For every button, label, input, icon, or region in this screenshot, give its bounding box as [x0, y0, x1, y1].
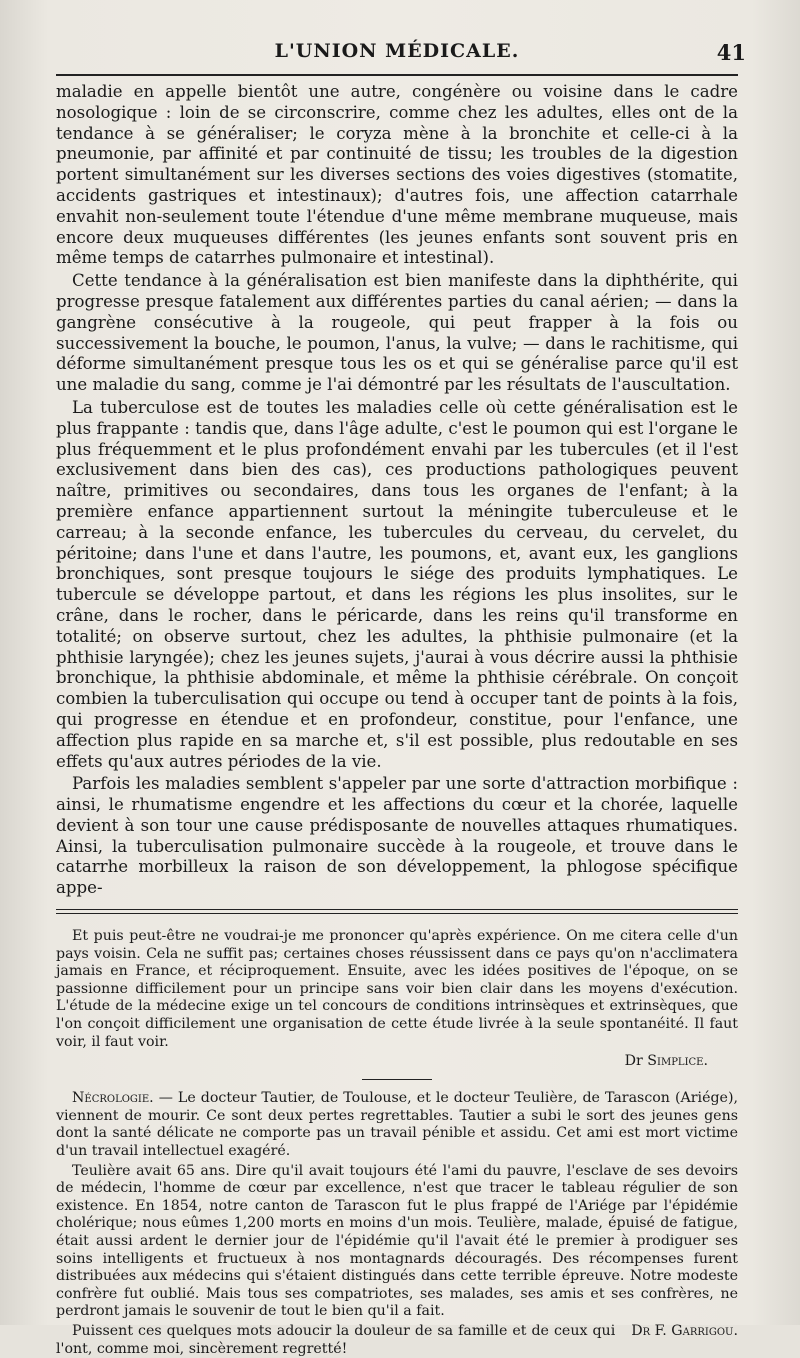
paragraph: La tuberculose est de toutes les maladies celle où cette généralisation est le plus frappante : tandis que, dans l'âge adulte, c'est le poumon qui est l'organe le plus fréquemment et le plus profondément envahi par les tubercules (et il l'est exclusivement dans bien des cas), ces productions pathologiques peuvent naître, primitives ou secondaires, dans tous les organes de l'enfant; à la première enfance appartiennent surtout la méningite tuberculeuse et le carreau; à la seconde enfance, les tubercules du cerveau, du cervelet, du péritoine; dans l'une et dans l'autre, les poumons, et, avant eux, les ganglions bronchiques, sont presque toujours le siége des produits lymphatiques. Le tubercule se développe partout, et dans les régions les plus insolites, sur le crâne, dans le rocher, dans le péricarde, dans les reins qu'il transforme en totalité; on observe surtout, chez les adultes, la phthisie pulmonaire (et la phthisie laryngée); chez les jeunes sujets, j'aurai à vous décrire aussi la phthisie bronchique, la phthisie abdominale, et même la phthisie cérébrale. On conçoit combien la tuberculisation qui occupe ou tend à occuper tant de points à la fois, qui progresse en étendue et en profondeur, constitue, pour l'enfance, une affection plus rapide en sa marche et, s'il est possible, plus redoutable en ses effets qu'aux autres périodes de la vie.: [56, 397, 738, 771]
necrology-paragraph: [56, 1323, 738, 1358]
section-divider: [56, 909, 738, 914]
paragraph: Cette tendance à la généralisation est bien manifeste dans la diphthérite, qui progresse presque fatalement aux différentes parties du canal aérien; — dans la gangrène consécutive à la rougeole, qui peut frapper à la fois ou successivement la bouche, le poumon, l'anus, la vulve; — dans le rachitisme, qui déforme simultanément presque tous les os et qui se généralise parce qu'il est une maladie du sang, comme je l'ai démontré par les résultats de l'auscultation.: [56, 271, 738, 395]
necrology-paragraph: Teulière avait 65 ans. Dire qu'il avait toujours été l'ami du pauvre, l'esclave de ses devoirs de médecin, l'homme de cœur par excellence, n'est que tracer le tableau régulier de son existence. En 1854, notre canton de Tarascon fut le plus frappé de l'Ariége par l'épidémie cholérique; nous eûmes 1,200 morts en moins d'un mois. Teulière, malade, épuisé de fatigue, était aussi ardent le dernier jour de l'épidémie qu'il l'avait été le premier à prodiguer ses soins intelligents et fructueux à nos montagnards découragés. Des récompenses furent distribuées aux médecins qui s'étaient distingués dans cette terrible épreuve. Notre modeste confrère fut oublié. Mais tous ses compatriotes, ses malades, ses amis et ses confrères, ne perdront jamais le souvenir de tout le bien qu'il a fait.: [56, 1162, 738, 1320]
necrology-paragraph: [56, 1090, 738, 1160]
note-signature: [56, 1053, 708, 1069]
necrology-text: — Le docteur Tautier, de Toulouse, et le docteur Teulière, de Tarascon (Ariége), viennent de mourir. Ce sont deux pertes regrettables. Tautier a subi le sort des jeunes gens dont la santé délicate ne comporte pas un travail pénible et assidu. Cet ami est mort victime d'un travail intellectuel exagéré.: [56, 1090, 738, 1160]
paragraph: Parfois les maladies semblent s'appeler par une sorte d'attraction morbifique : ainsi, le rhumatisme engendre et les affections du cœur et la chorée, laquelle devient à son tour une cause prédisposante de nouvelles attaques rhumatiques. Ainsi, la tuberculisation pulmonaire succède à la rougeole, et trouve dans le catarrhe morbilleux la raison de son développement, la phlogose spécifique appe-: [56, 774, 738, 898]
main-text: [56, 82, 738, 899]
paragraph: maladie en appelle bientôt une autre, congénère ou voisine dans le cadre nosologique : loin de se circonscrire, comme chez les adultes, elles ont de la tendance à se généraliser; le coryza mène à la bronchite et celle-ci à la pneumonie, par affinité et par continuité de tissu; les troubles de la digestion portent simultanément sur les diverses sections des voies digestives (stomatite, accidents gastriques et intestinaux); d'autres fois, une affection catarrhale envahit non-seulement toute l'étendue d'une même membrane muqueuse, mais encore deux muqueuses différentes (les jeunes enfants sont souvent pris en même temps de catarrhes pulmonaire et intestinal).: [56, 82, 738, 268]
necrology-section: [56, 1090, 738, 1358]
page-header: [56, 0, 746, 74]
necrology-text: Puissent ces quelques mots adoucir la douleur de sa famille et de ceux qui l'ont, comme moi, sincèrement regretté!: [56, 1322, 616, 1357]
page-number: 41: [716, 40, 746, 65]
running-title: L'UNION MÉDICALE.: [274, 40, 520, 62]
note-text: Et puis peut-être ne voudrai-je me prononcer qu'après expérience. On me citera celle d'un pays voisin. Cela ne suffit pas; certaines choses réussissent dans ce pays qu'on n'acclimatera jamais en France, et réciproquement. Ensuite, avec les idées positives de l'époque, on se passionne difficilement pour un principe sans voir bien clair dans les moyens d'exécution. L'étude de la médecine exige un tel concours de conditions intrinsèques et extrinsèques, que l'on conçoit difficilement une organisation de cette étude livrée à la seule spontanéité. Il faut voir, il faut voir.: [56, 928, 738, 1050]
necrology-heading: Nécrologie.: [72, 1090, 154, 1107]
necrology-signature: Dr F. Garrigou.: [631, 1322, 738, 1339]
header-rule: [56, 74, 738, 76]
signature-prefix: Dr: [624, 1053, 643, 1070]
signature-name: Simplice.: [647, 1053, 708, 1070]
feuilleton-note: [56, 928, 738, 1069]
short-divider: [362, 1079, 432, 1080]
